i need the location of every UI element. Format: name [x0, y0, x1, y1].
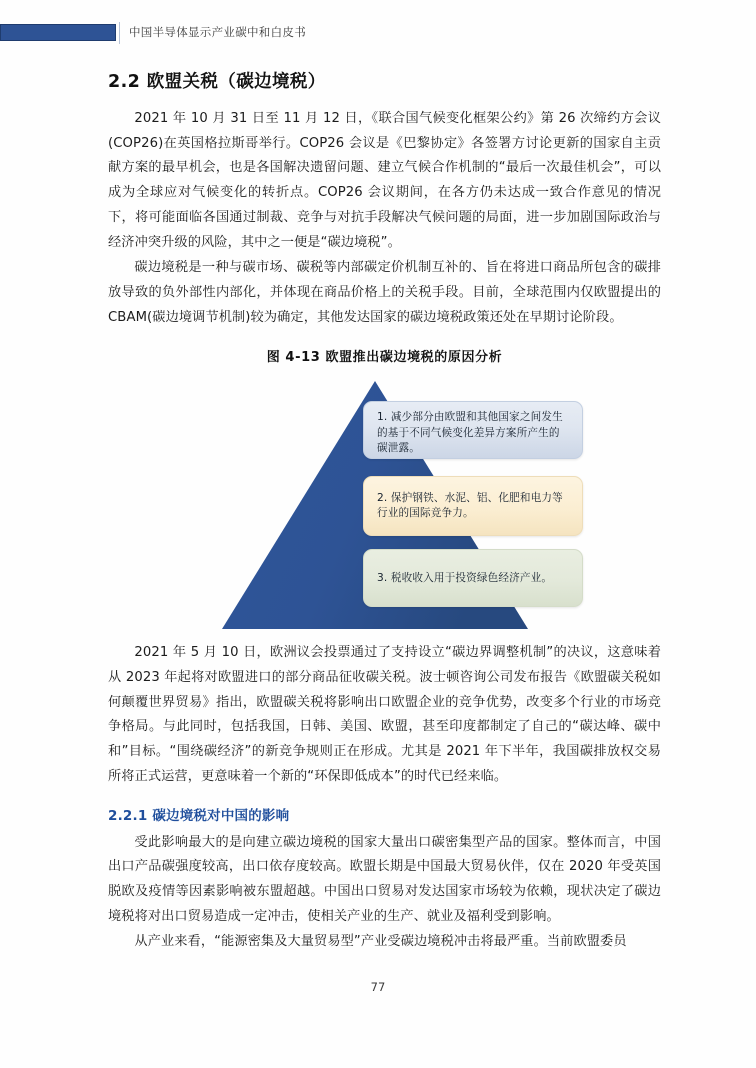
- section-paragraph-1: 2021 年 10 月 31 日至 11 月 12 日，《联合国气候变化框架公约》第 26 次缔约方会议(COP26)在英国格拉斯哥举行。COP26 会议是《巴黎协定》各签署方讨论更新的国家自主贡献方案的最早机会，也是各国解决遗留问题、建立气候合作机制的“最后一次最佳机会”，可以成为全球应对气候变化的转折点。COP26 会议期间，在各方仍未达成一致合作意见的情况下，将可能面临各国通过制裁、竞争与对抗手段解决气候问题的局面，进一步加剧国际政治与经济冲突升级的风险，其中之一便是“碳边境税”。: [108, 111, 661, 250]
- pyramid-card-3[interactable]: 3. 税收收入用于投资绿色经济产业。: [363, 549, 583, 607]
- section-paragraph-2: 碳边境税是一种与碳市场、碳税等内部碳定价机制互补的、旨在将进口商品所包含的碳排放导致的负外部性内部化，并体现在商品价格上的关税手段。目前，全球范围内仅欧盟提出的 CBAM(碳边境调节机制)较为确定，其他发达国家的碳边境税政策还处在早期讨论阶段。: [108, 260, 661, 325]
- pyramid-card-1[interactable]: 1. 减少部分由欧盟和其他国家之间发生的基于不同气候变化差异方案所产生的碳泄露。: [363, 401, 583, 459]
- page-header: [0, 22, 756, 48]
- figure-caption: 图 4-13 欧盟推出碳边境税的原因分析: [266, 350, 503, 366]
- header-divider: [119, 22, 120, 44]
- page-number: 77: [370, 980, 386, 994]
- subsection-title: 2.2.1 碳边境税对中国的影响: [108, 807, 290, 824]
- pyramid-card-2[interactable]: 2. 保护钢铁、水泥、铝、化肥和电力等行业的国际竞争力。: [363, 476, 583, 536]
- page-content: [108, 68, 661, 956]
- subsection-paragraph-1: 受此影响最大的是向建立碳边境税的国家大量出口碳密集型产品的国家。整体而言，中国出口产品碳强度较高，出口依存度较高。欧盟长期是中国最大贸易伙伴，仅在 2020 年受英国脱欧及疫情等因素影响被东盟超越。中国出口贸易对发达国家市场较为依赖，现状决定了碳边境税将对出口贸易造成一定冲击，使相关产业的生产、就业及福利受到影响。: [108, 834, 661, 924]
- header-accent-bar: [0, 24, 116, 41]
- after-figure-paragraph-1: 2021 年 5 月 10 日，欧洲议会投票通过了支持设立“碳边界调整机制”的决议，这意味着从 2023 年起将对欧盟进口的部分商品征收碳关税。波士顿咨询公司发布报告《欧盟碳关税如何颠覆世界贸易》指出，欧盟碳关税将影响出口欧盟企业的竞争优势，改变多个行业的市场竞争格局。与此同时，包括我国，日韩、美国、欧盟，甚至印度都制定了自己的“碳达峰、碳中和”目标。“围绕碳经济”的新竞争规则正在形成。尤其是 2021 年下半年，我国碳排放权交易所将正式运营，更意味着一个新的“环保即低成本”的时代已经来临。: [108, 645, 661, 784]
- subsection-paragraph-2: 从产业来看，“能源密集及大量贸易型”产业受碳边境税冲击将最严重。当前欧盟委员: [134, 934, 627, 950]
- figure-4-13: [108, 346, 661, 641]
- header-title: 中国半导体显示产业碳中和白皮书: [129, 25, 306, 39]
- section-title: 2.2 欧盟关税（碳边境税）: [108, 72, 326, 92]
- pyramid-diagram: [108, 373, 661, 641]
- pyramid-labels: [108, 373, 661, 641]
